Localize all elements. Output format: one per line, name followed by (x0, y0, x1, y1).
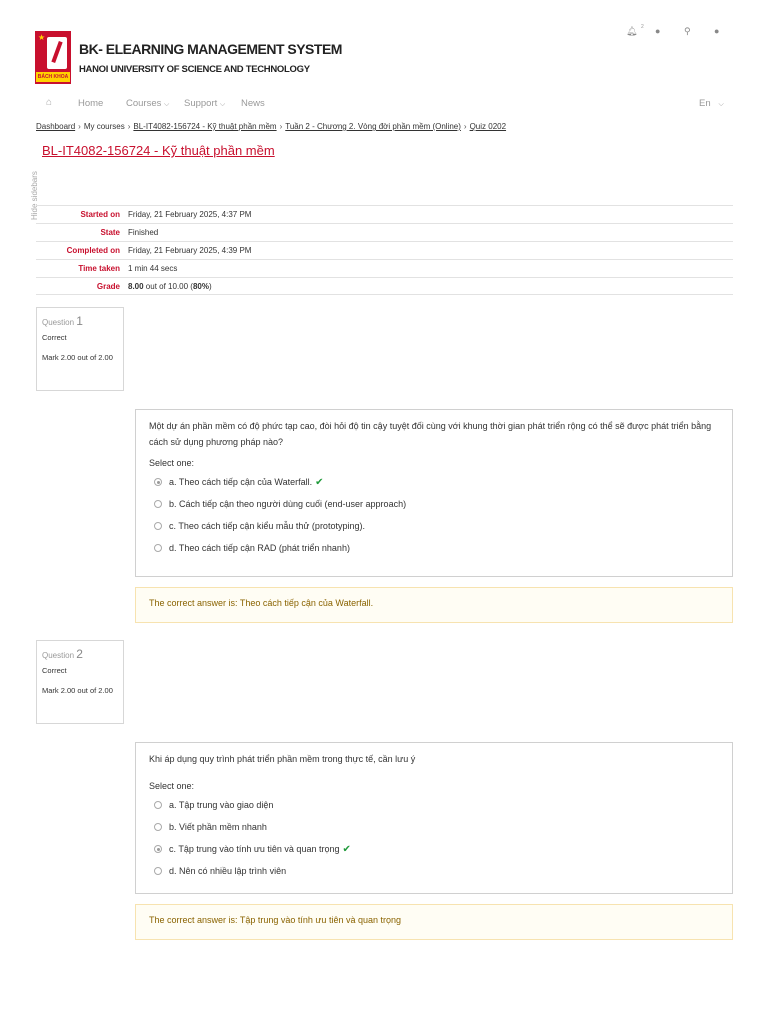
question-number (42, 647, 118, 661)
nav-support-label: Support (184, 98, 218, 109)
radio-button[interactable] (154, 845, 162, 853)
answer-options (149, 794, 719, 882)
breadcrumb (36, 122, 756, 131)
option-text: d. Theo cách tiếp cận RAD (phát triển nhanh) (169, 543, 350, 553)
select-one-label: Select one: (149, 781, 195, 791)
hide-sidebars-toggle[interactable]: Hide sidebars (30, 171, 39, 220)
check-icon: ✔ (342, 844, 351, 855)
question-number (42, 314, 118, 328)
grade-out-of: out of 10.00 ( (143, 282, 193, 291)
breadcrumb-quiz[interactable]: Quiz 0202 (469, 122, 507, 131)
nav-news[interactable]: News (241, 98, 265, 109)
question-mark: Mark 2.00 out of 2.00 (42, 686, 113, 695)
question-info (36, 640, 124, 724)
chat-icon[interactable]: ● (655, 26, 661, 36)
user-icon[interactable]: ● (714, 26, 720, 36)
nav-home[interactable]: Home (78, 98, 104, 109)
answer-option[interactable] (149, 515, 719, 537)
answer-options (149, 471, 719, 559)
chevron-right-icon: › (279, 122, 283, 131)
option-text: c. Tập trung vào tính ưu tiên và quan trọng (169, 844, 340, 854)
answer-option[interactable] (149, 860, 719, 882)
breadcrumb-section[interactable]: Tuần 2 - Chương 2. Vòng đời phần mềm (Online) (285, 122, 461, 131)
question-prompt: Khi áp dụng quy trình phát triển phần mềm trong thực tế, cần lưu ý (149, 754, 416, 764)
radio-button[interactable] (154, 801, 162, 809)
home-icon[interactable]: ⌂ (46, 97, 53, 108)
option-text: d. Nên có nhiều lập trình viên (169, 866, 287, 876)
answer-option[interactable] (149, 493, 719, 515)
time-label: Time taken (78, 264, 120, 273)
site-logo[interactable] (35, 31, 71, 84)
question-state: Correct (42, 666, 67, 675)
nav-support[interactable] (184, 98, 225, 109)
summary-row-time (36, 259, 733, 277)
answer-option[interactable] (149, 816, 719, 838)
grade-percent: 80% (192, 282, 209, 291)
question-mark: Mark 2.00 out of 2.00 (42, 353, 113, 362)
summary-row-started (36, 205, 733, 223)
grade-label: Grade (96, 282, 120, 291)
question-label: Question (42, 318, 75, 327)
language-selector[interactable] (699, 98, 724, 109)
grade-score: 8.00 (128, 282, 144, 291)
started-value: Friday, 21 February 2025, 4:37 PM (128, 210, 252, 219)
summary-row-state (36, 223, 733, 241)
emblem-icon (47, 37, 67, 69)
site-subtitle: HANOI UNIVERSITY OF SCIENCE AND TECHNOLOGY (79, 64, 310, 75)
notification-count: 2 (641, 24, 644, 30)
course-title[interactable]: BL-IT4082-156724 - Kỹ thuật phần mềm (42, 143, 275, 158)
language-label: En (699, 98, 711, 109)
answer-option[interactable] (149, 838, 719, 860)
state-label: State (100, 228, 120, 237)
option-text: c. Theo cách tiếp cận kiểu mẫu thử (prototyping). (169, 521, 365, 531)
correct-answer-feedback: The correct answer is: Theo cách tiếp cận của Waterfall. (135, 587, 733, 623)
search-icon[interactable]: ⚲ (684, 26, 691, 36)
radio-button[interactable] (154, 500, 162, 508)
state-value: Finished (128, 228, 159, 237)
option-text: a. Tập trung vào giao diện (169, 800, 274, 810)
answer-option[interactable] (149, 537, 719, 559)
star-icon: ★ (38, 33, 46, 42)
check-icon: ✔ (315, 477, 324, 488)
nav-courses[interactable] (126, 98, 169, 109)
radio-button[interactable] (154, 544, 162, 552)
answer-option[interactable] (149, 794, 719, 816)
chevron-down-icon: ⌵ (718, 101, 724, 108)
top-icons (622, 26, 732, 40)
option-text: b. Viết phần mềm nhanh (169, 822, 267, 832)
question-content (135, 742, 733, 894)
question-content (135, 409, 733, 577)
completed-value: Friday, 21 February 2025, 4:39 PM (128, 246, 252, 255)
chevron-right-icon: › (463, 122, 467, 131)
radio-button[interactable] (154, 478, 162, 486)
chevron-right-icon: › (78, 122, 81, 131)
bell-icon[interactable]: 🔔︎ (626, 26, 638, 36)
option-text: a. Theo cách tiếp cận của Waterfall. (169, 477, 313, 487)
radio-button[interactable] (154, 823, 162, 831)
main-nav (36, 94, 736, 114)
question-state: Correct (42, 333, 67, 342)
chevron-down-icon: ⌵ (219, 101, 226, 108)
radio-button[interactable] (154, 522, 162, 530)
grade-close: ) (208, 282, 212, 291)
nav-courses-label: Courses (126, 98, 162, 109)
question-index: 2 (76, 647, 83, 661)
correct-answer-feedback: The correct answer is: Tập trung vào tính ưu tiên và quan trọng (135, 904, 733, 940)
breadcrumb-my-courses: My courses (83, 122, 125, 131)
summary-row-grade (36, 277, 733, 295)
site-title: BK- ELEARNING MANAGEMENT SYSTEM (79, 41, 342, 57)
breadcrumb-course[interactable]: BL-IT4082-156724 - Kỹ thuật phần mềm (133, 122, 277, 131)
started-label: Started on (80, 210, 120, 219)
question-label: Question (42, 651, 75, 660)
radio-button[interactable] (154, 867, 162, 875)
quiz-summary-table (36, 205, 733, 295)
summary-row-completed (36, 241, 733, 259)
breadcrumb-dashboard[interactable]: Dashboard (36, 122, 76, 131)
logo-text: BÁCH KHOA (37, 74, 69, 80)
time-value: 1 min 44 secs (128, 264, 178, 273)
chevron-right-icon: › (127, 122, 131, 131)
chevron-down-icon: ⌵ (164, 101, 170, 108)
grade-value (128, 282, 212, 291)
answer-option[interactable] (149, 471, 719, 493)
question-index: 1 (76, 314, 83, 328)
question-prompt: Một dự án phần mềm có độ phức tạp cao, đòi hỏi độ tin cậy tuyệt đối cùng với khung thời gian phát triển rộng có thể sẽ được phát triển bằng cách sử dụng phương pháp nào? (149, 421, 712, 447)
question-info (36, 307, 124, 391)
option-text: b. Cách tiếp cận theo người dùng cuối (end-user approach) (169, 499, 407, 509)
completed-label: Completed on (66, 246, 120, 255)
select-one-label: Select one: (149, 458, 195, 468)
